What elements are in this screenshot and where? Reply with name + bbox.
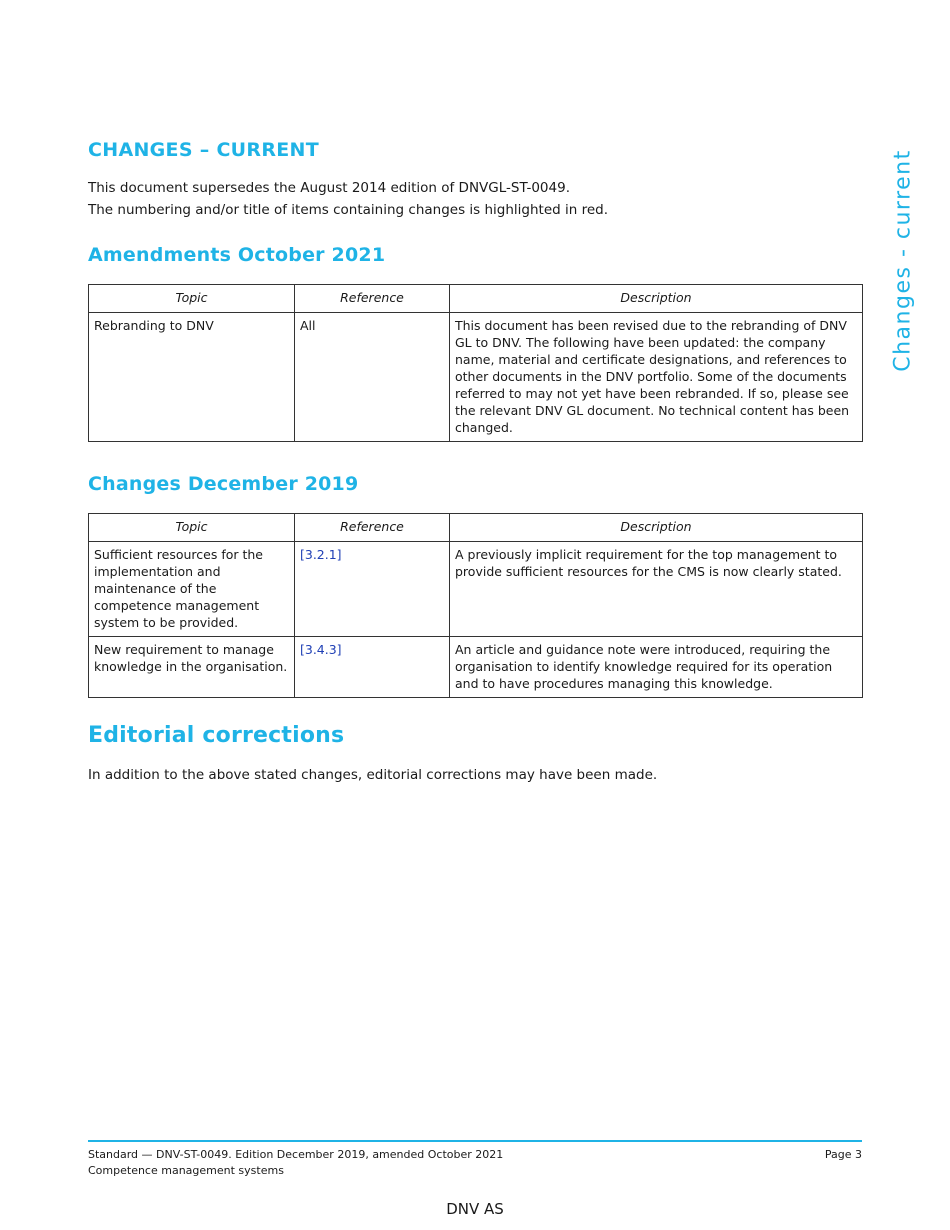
column-header-reference: Reference xyxy=(295,514,450,542)
changes-table xyxy=(88,513,863,698)
table-row xyxy=(89,637,863,698)
footer-subtitle: Competence management systems xyxy=(88,1164,284,1177)
description-cell: This document has been revised due to the rebranding of DNV GL to DNV. The following have been updated: the company name, material and certificate designations, and references to other documents in the DNV portfolio. Some of the documents referred to may not yet have been rebranded. If so, please see the relevant DNV GL document. No technical content has been changed. xyxy=(450,313,863,442)
changes-heading: Changes December 2019 xyxy=(88,473,359,495)
amendments-heading: Amendments October 2021 xyxy=(88,244,386,266)
table-header-row xyxy=(89,285,863,313)
reference-cell xyxy=(295,637,450,698)
column-header-description: Description xyxy=(450,514,863,542)
column-header-topic: Topic xyxy=(89,285,295,313)
side-tab xyxy=(880,140,926,380)
page-number: Page 3 xyxy=(824,1148,862,1161)
page-footer xyxy=(88,1140,862,1179)
topic-cell: Rebranding to DNV xyxy=(89,313,295,442)
main-content xyxy=(88,139,862,785)
amendments-table xyxy=(88,284,863,442)
intro-text xyxy=(88,177,862,221)
reference-link[interactable]: [3.4.3] xyxy=(300,642,342,657)
editorial-text: In addition to the above stated changes, editorial corrections may have been made. xyxy=(88,767,658,783)
column-header-description: Description xyxy=(450,285,863,313)
footer-document-info: Standard — DNV-ST-0049. Edition December 2019, amended October 2021 xyxy=(88,1148,504,1161)
description-cell: A previously implicit requirement for the top management to provide sufficient resources for the CMS is now clearly stated. xyxy=(450,542,863,637)
column-header-reference: Reference xyxy=(295,285,450,313)
page-title: CHANGES – CURRENT xyxy=(88,139,320,161)
reference-cell: All xyxy=(295,313,450,442)
table-header-row xyxy=(89,514,863,542)
company-name: DNV AS xyxy=(446,1200,504,1218)
intro-line-2: The numbering and/or title of items containing changes is highlighted in red. xyxy=(88,202,609,218)
side-tab-label: Changes - current xyxy=(890,148,916,372)
reference-link[interactable]: [3.2.1] xyxy=(300,547,342,562)
table-row xyxy=(89,313,863,442)
editorial-heading: Editorial corrections xyxy=(88,723,345,748)
reference-cell xyxy=(295,542,450,637)
column-header-topic: Topic xyxy=(89,514,295,542)
description-cell: An article and guidance note were introduced, requiring the organisation to identify knowledge required for its operation and to have procedures managing this knowledge. xyxy=(450,637,863,698)
intro-line-1: This document supersedes the August 2014 edition of DNVGL-ST-0049. xyxy=(88,180,570,196)
footer-row xyxy=(88,1147,862,1163)
topic-cell: New requirement to manage knowledge in the organisation. xyxy=(89,637,295,698)
table-row xyxy=(89,542,863,637)
topic-cell: Sufficient resources for the implementation and maintenance of the competence management system to be provided. xyxy=(89,542,295,637)
